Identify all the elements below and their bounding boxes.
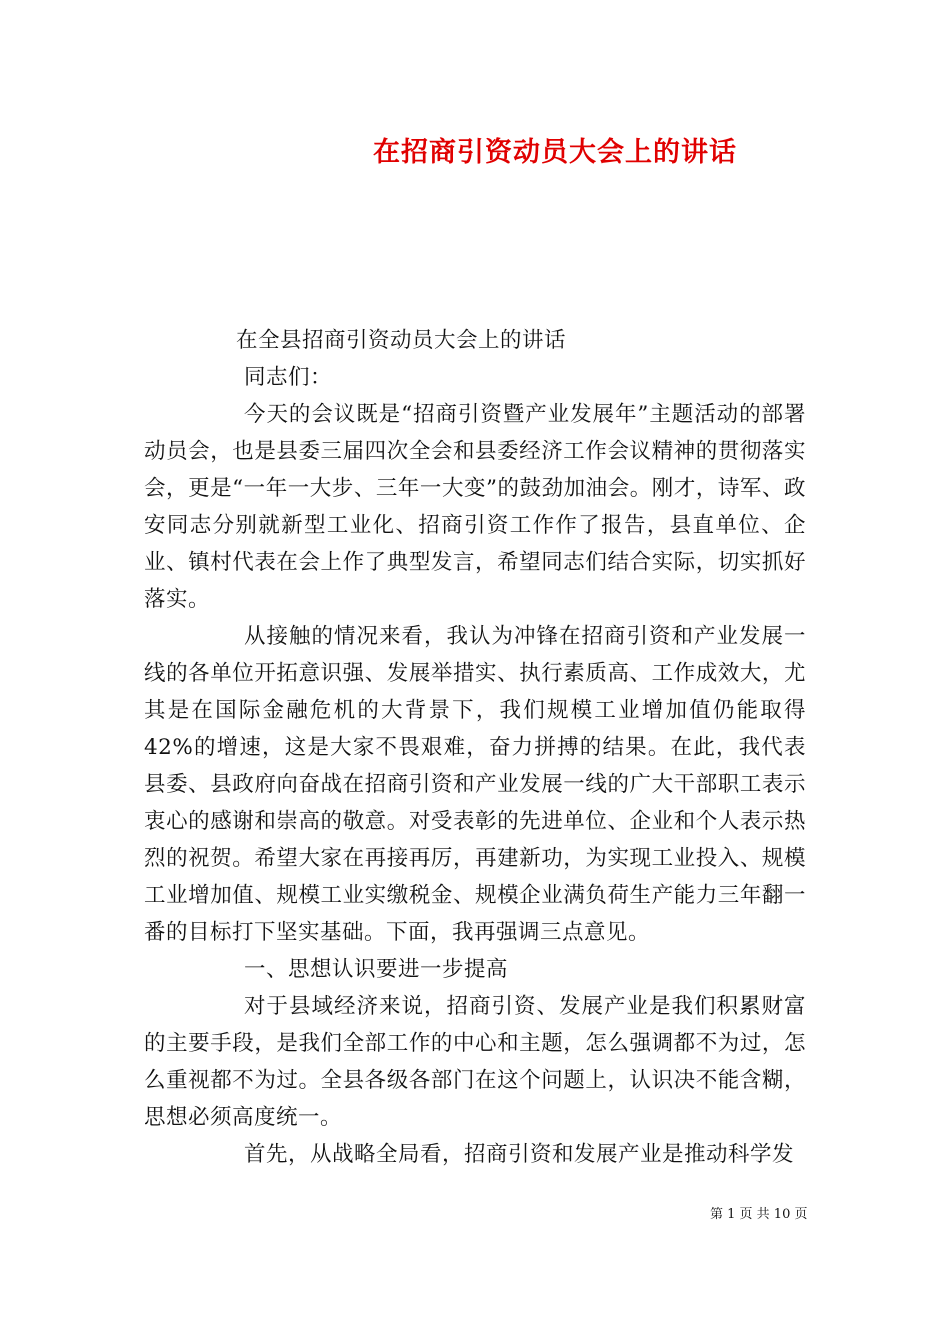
page-number-footer: 第 1 页 共 10 页 [710,1207,808,1222]
paragraph-1: 今天的会议既是“招商引资暨产业发展年”主题活动的部署动员会，也是县委三届四次全会和县委经济工作会议精神的贯彻落实会，更是“一年一大步、三年一大变”的鼓劲加油会。刚才，诗军、政安同志分别就新型工业化、招商引资工作作了报告，县直单位、企业、镇村代表在会上作了典型发言，希望同志们结合实际，切实抓好落实。 [144,402,806,612]
salutation: 同志们： [244,365,333,390]
document-body [144,322,806,1173]
document-title: 在招商引资动员大会上的讲话 [373,137,737,168]
paragraph-2: 从接触的情况来看，我认为冲锋在招商引资和产业发展一线的各单位开拓意识强、发展举措实、执行素质高、工作成效大，尤其是在国际金融危机的大背景下，我们规模工业增加值仍能取得42%的增速，这是大家不畏艰难，奋力拼搏的结果。在此，我代表县委、县政府向奋战在招商引资和产业发展一线的广大干部职工表示衷心的感谢和崇高的敬意。对受表彰的先进单位、企业和个人表示热烈的祝贺。希望大家在再接再厉，再建新功，为实现工业投入、规模工业增加值、规模工业实缴税金、规模企业满负荷生产能力三年翻一番的目标打下坚实基础。下面，我再强调三点意见。 [144,624,806,945]
section-paragraph-2: 首先，从战略全局看，招商引资和发展产业是推动科学发 [244,1142,795,1167]
speech-subtitle: 在全县招商引资动员大会上的讲话 [236,328,567,353]
section-paragraph-1: 对于县域经济来说，招商引资、发展产业是我们积累财富的主要手段，是我们全部工作的中心和主题，怎么强调都不为过，怎么重视都不为过。全县各级各部门在这个问题上，认识决不能含糊，思想必须高度统一。 [144,994,806,1130]
section-heading: 一、思想认识要进一步提高 [244,957,509,982]
